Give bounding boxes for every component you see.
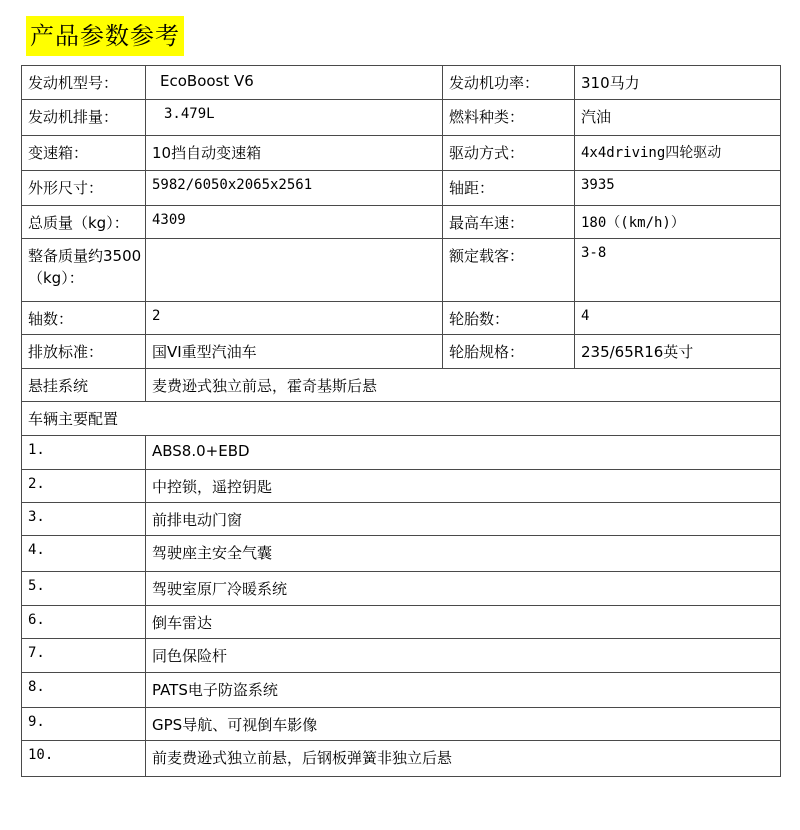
config-num: 4.	[22, 536, 146, 572]
spec-label: 燃料种类：	[443, 100, 575, 136]
spec-value: 4309	[146, 206, 443, 239]
config-text: 驾驶座主安全气囊	[146, 536, 781, 572]
spec-value: 180（(km/h)）	[575, 206, 781, 239]
spec-label: 驱动方式：	[443, 136, 575, 171]
spec-value: 3-8	[575, 239, 781, 302]
config-num: 8.	[22, 673, 146, 708]
spec-label: 排放标准：	[22, 335, 146, 369]
spec-row	[22, 302, 781, 335]
spec-row	[22, 206, 781, 239]
spec-value: 5982/6050x2065x2561	[146, 171, 443, 206]
spec-label-unit: （kg）：	[28, 269, 84, 287]
config-text: GPS导航、可视倒车影像	[146, 708, 781, 741]
spec-label: 最高车速：	[443, 206, 575, 239]
config-text: 驾驶室原厂冷暖系统	[146, 572, 781, 606]
config-text: 前排电动门窗	[146, 503, 781, 536]
config-row	[22, 606, 781, 639]
spec-value: 3935	[575, 171, 781, 206]
suspension-value: 麦费逊式独立前忌，霍奇基斯后悬	[146, 369, 781, 402]
spec-row	[22, 100, 781, 136]
spec-label: 额定载客：	[443, 239, 575, 302]
config-num: 1.	[22, 436, 146, 470]
spec-value: 4x4driving四轮驱动	[575, 136, 781, 171]
config-num: 2.	[22, 470, 146, 503]
config-num: 6.	[22, 606, 146, 639]
config-num: 9.	[22, 708, 146, 741]
config-num: 5.	[22, 572, 146, 606]
config-row	[22, 673, 781, 708]
spec-label	[22, 239, 146, 302]
spec-label: 轮胎数：	[443, 302, 575, 335]
spec-row	[22, 136, 781, 171]
spec-value: 2	[146, 302, 443, 335]
config-num: 10.	[22, 741, 146, 777]
spec-row	[22, 66, 781, 100]
config-row	[22, 536, 781, 572]
spec-label: 总质量（kg）：	[22, 206, 146, 239]
config-row	[22, 639, 781, 673]
spec-value: 3.479L	[146, 100, 443, 136]
config-header-row	[22, 402, 781, 436]
config-title: 车辆主要配置	[22, 402, 781, 436]
spec-label: 发动机型号：	[22, 66, 146, 100]
spec-row	[22, 335, 781, 369]
config-row	[22, 708, 781, 741]
config-row	[22, 503, 781, 536]
spec-label-line: 整备质量约3500	[28, 247, 142, 265]
config-row	[22, 741, 781, 777]
suspension-row	[22, 369, 781, 402]
config-text: 前麦费逊式独立前悬，后钢板弹簧非独立后悬	[146, 741, 781, 777]
spec-label: 外形尺寸：	[22, 171, 146, 206]
spec-row	[22, 171, 781, 206]
suspension-label: 悬挂系统	[22, 369, 146, 402]
spec-label: 发动机功率：	[443, 66, 575, 100]
spec-label: 轮胎规格：	[443, 335, 575, 369]
spec-value: 汽油	[575, 100, 781, 136]
page-title: 产品参数参考	[26, 16, 184, 56]
spec-table	[21, 65, 781, 777]
spec-row	[22, 239, 781, 302]
spec-label: 变速箱：	[22, 136, 146, 171]
spec-value: 310马力	[575, 66, 781, 100]
spec-value	[146, 239, 443, 302]
config-row	[22, 572, 781, 606]
spec-value: 4	[575, 302, 781, 335]
config-row	[22, 470, 781, 503]
config-row	[22, 436, 781, 470]
config-text: PATS电子防盗系统	[146, 673, 781, 708]
config-text: 同色保险杆	[146, 639, 781, 673]
spec-value: 235/65R16英寸	[575, 335, 781, 369]
spec-label: 轴距：	[443, 171, 575, 206]
config-text: 中控锁，遥控钥匙	[146, 470, 781, 503]
spec-value: 国VI重型汽油车	[146, 335, 443, 369]
config-text: 倒车雷达	[146, 606, 781, 639]
spec-value: 10挡自动变速箱	[146, 136, 443, 171]
spec-value: EcoBoost V6	[146, 66, 443, 100]
spec-label: 轴数：	[22, 302, 146, 335]
config-text: ABS8.0+EBD	[146, 436, 781, 470]
config-num: 3.	[22, 503, 146, 536]
spec-label: 发动机排量：	[22, 100, 146, 136]
config-num: 7.	[22, 639, 146, 673]
